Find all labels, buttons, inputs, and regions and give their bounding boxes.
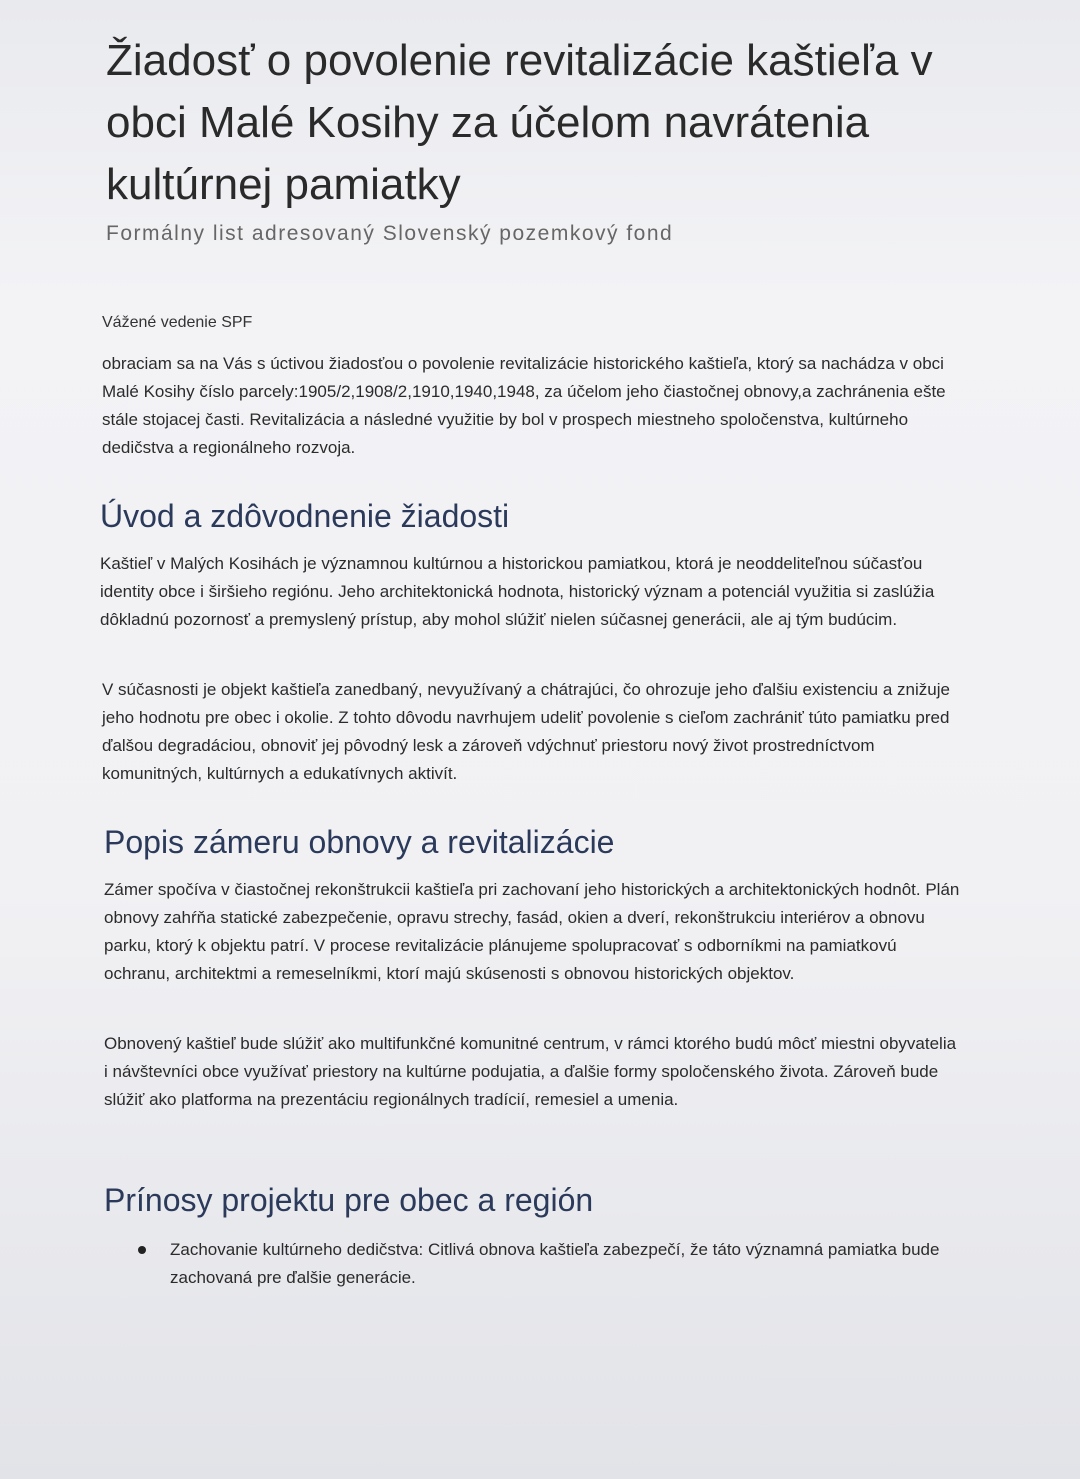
list-item [130,1236,950,1292]
section-heading-intro: Úvod a zdôvodnenie žiadosti [100,498,510,534]
section-heading-plan: Popis zámeru obnovy a revitalizácie [104,824,615,860]
bullet-icon [138,1246,146,1254]
section-plan-paragraph-2: Obnovený kaštieľ bude slúžiť ako multifunkčné komunitné centrum, v rámci ktorého budú môcť miestni obyvatelia i návštevníci obce využívať priestory na kultúrne podujatia, a ďalšie formy spoločenského života. Zároveň bude slúžiť ako platforma na prezentáciu regionálnych tradícií, remesiel a umenia. [104,1034,957,1109]
section-intro-paragraph-1: Kaštieľ v Malých Kosihách je významnou kultúrnou a historickou pamiatkou, ktorá je neoddeliteľnou súčasťou identity obce i širšieho regiónu. Jeho architektonická hodnota, historický význam a potenciál využitia si zaslúžia dôkladnú pozornosť a premyslený prístup, aby mohol slúžiť nielen súčasnej generácii, ale aj tým budúcim. [100,554,935,629]
benefit-text: Zachovanie kultúrneho dedičstva: Citlivá obnova kaštieľa zabezpečí, že táto významná pamiatka bude zachovaná pre ďalšie generácie. [170,1240,940,1287]
section-heading-benefits: Prínosy projektu pre obec a región [104,1182,594,1218]
document-title: Žiadosť o povolenie revitalizácie kaštieľa v obci Malé Kosihy za účelom navrátenia kultúrnej pamiatky [106,36,933,209]
benefits-list [130,1236,950,1292]
section-plan-paragraph-1: Zámer spočíva v čiastočnej rekonštrukcii kaštieľa pri zachovaní jeho historických a architektonických hodnôt. Plán obnovy zahŕňa statické zabezpečenie, opravu strechy, fasád, okien a dverí, rekonštrukciu interiérov a obnovu parku, ktorý k objektu patrí. V procese revitalizácie plánujeme spolupracovať s odborníkmi na pamiatkovú ochranu, architektmi a remeselníkmi, ktorí majú skúsenosti s obnovou historických objektov. [104,880,960,983]
intro-paragraph: obraciam sa na Vás s úctivou žiadosťou o povolenie revitalizácie historického kaštieľa, ktorý sa nachádza v obci Malé Kosihy číslo parcely:1905/2,1908/2,1910,1940,1948, za účelom jeho čiastočnej obnovy,a zachránenia ešte stále stojacej časti. Revitalizácia a následné využitie by bol v prospech miestneho spoločenstva, kultúrneho dedičstva a regionálneho rozvoja. [102,354,946,457]
salutation: Vážené vedenie SPF [102,314,253,331]
document-subtitle: Formálny list adresovaný Slovenský pozemkový fond [106,222,674,245]
section-intro-paragraph-2: V súčasnosti je objekt kaštieľa zanedbaný, nevyužívaný a chátrajúci, čo ohrozuje jeho ďalšiu existenciu a znižuje jeho hodnotu pre obec i okolie. Z tohto dôvodu navrhujem udeliť povolenie s cieľom zachrániť túto pamiatku pred ďalšou degradáciou, obnoviť jej pôvodný lesk a zároveň vdýchnuť priestoru nový život prostredníctvom komunitných, kultúrnych a edukatívnych aktivít. [102,680,950,783]
